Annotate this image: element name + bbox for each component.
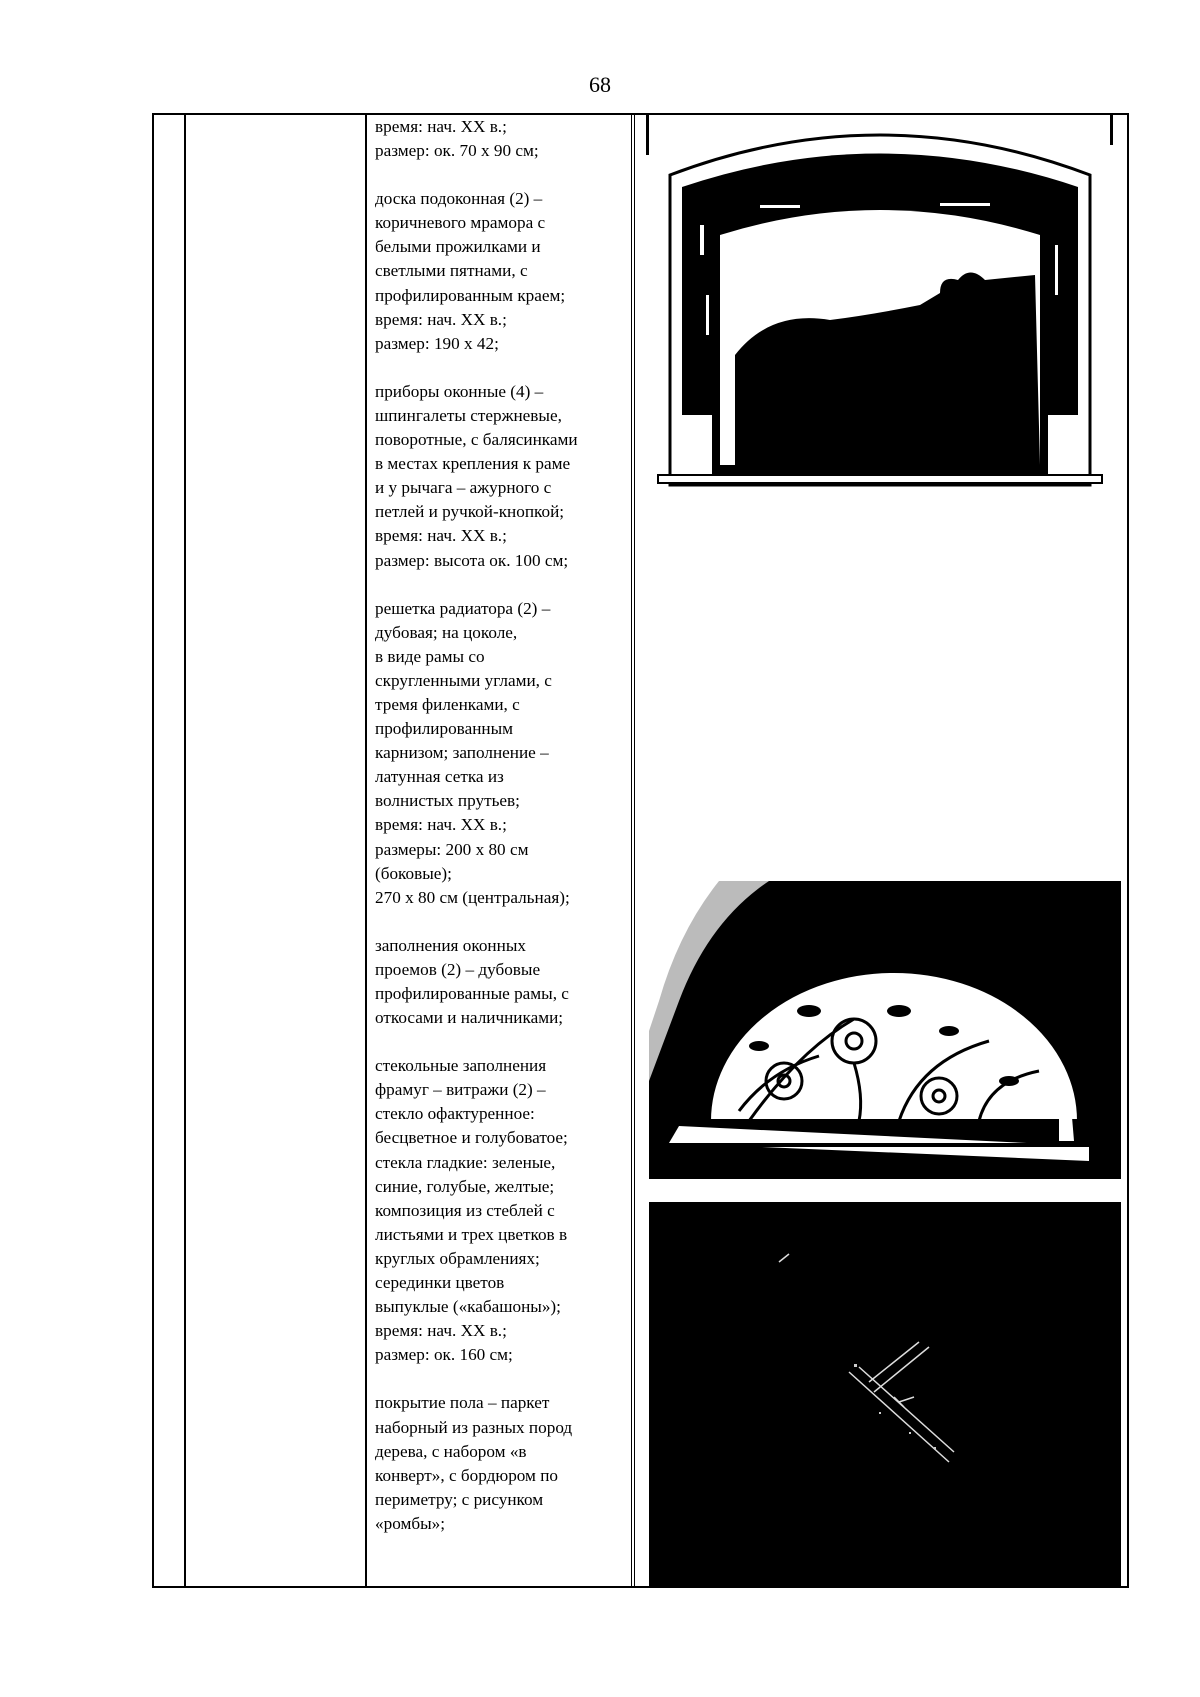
entry-line: поворотные, с балясинками — [375, 430, 578, 450]
description-column — [375, 115, 620, 1560]
entry-line: круглых обрамлениях; — [375, 1248, 540, 1268]
entry-line: время: нач. XX в.; — [375, 309, 507, 329]
entry-line: карнизом; заполнение – — [375, 743, 549, 763]
entry-line: композиция из стеблей с — [375, 1200, 555, 1220]
entry-line: в местах крепления к раме — [375, 454, 571, 474]
entry-line: выпуклые («кабашоны»); — [375, 1297, 561, 1317]
entry-line: конверт», с бордюром по — [375, 1465, 559, 1485]
entry-stained-glass — [375, 1054, 620, 1367]
entry-line: периметру; с рисунком — [375, 1489, 544, 1509]
entry-radiator-grille — [375, 597, 620, 910]
entry-line: коричневого мрамора с — [375, 213, 546, 233]
entry-line: серединки цветов — [375, 1273, 505, 1293]
entry-line: время: нач. XX в.; — [375, 117, 507, 136]
entry-line: размер: ок. 160 см; — [375, 1345, 513, 1365]
entry-line: светлыми пятнами, с — [375, 261, 528, 281]
entry-window-fittings — [375, 380, 620, 573]
column-divider-1 — [184, 115, 186, 1586]
entry-line: время: нач. XX в.; — [375, 815, 507, 835]
entry-line: дубовая; на цоколе, — [375, 622, 518, 642]
entry-line: волнистых прутьев; — [375, 791, 520, 811]
entry-line: в виде рамы со — [375, 646, 485, 666]
window-niche-photo — [640, 115, 1120, 500]
entry-line: время: нач. XX в.; — [375, 526, 507, 546]
entry-line: доска подоконная (2) – — [375, 189, 543, 209]
entry-line: профилированным — [375, 719, 514, 739]
entry-line: (боковые); — [375, 863, 452, 883]
entry-line: время: нач. XX в.; — [375, 1321, 507, 1341]
parquet-floor-photo — [649, 1202, 1121, 1586]
entry-window-frames — [375, 934, 620, 1030]
entry-window-sill — [375, 187, 620, 356]
entry-line: дерева, с набором «в — [375, 1441, 527, 1461]
entry-line: и у рычага – ажурного с — [375, 478, 552, 498]
entry-line: покрытие пола – паркет — [375, 1393, 550, 1413]
entry-line: петлей и ручкой-кнопкой; — [375, 502, 565, 522]
entry-line: стекольные заполнения — [375, 1056, 547, 1076]
entry-line: латунная сетка из — [375, 767, 504, 787]
entry-line: фрамуг – витражи (2) – — [375, 1080, 546, 1100]
entry-line: проемов (2) – дубовые — [375, 959, 541, 979]
entry-line: решетка радиатора (2) – — [375, 598, 551, 618]
entry-line: профилированным краем; — [375, 285, 566, 305]
entry-line: бесцветное и голубоватое; — [375, 1128, 568, 1148]
entry-line: 270 х 80 см (центральная); — [375, 887, 570, 907]
entry-line: белыми прожилками и — [375, 237, 541, 257]
entry-line: профилированные рамы, с — [375, 984, 569, 1003]
entry-parquet-floor — [375, 1391, 620, 1536]
page-number: 68 — [589, 72, 611, 97]
entry-line: размер: 190 х 42; — [375, 333, 499, 353]
object-table — [152, 113, 1129, 1588]
entry-line: тремя филенками, с — [375, 694, 520, 714]
entry-line: заполнения оконных — [375, 935, 526, 955]
entry-line: шпингалеты стержневые, — [375, 405, 562, 425]
entry-line: откосами и наличниками; — [375, 1008, 564, 1028]
entry-line: размер: высота ок. 100 см; — [375, 550, 569, 570]
column-divider-3 — [631, 115, 635, 1586]
entry-line: размер: ок. 70 х 90 см; — [375, 141, 539, 161]
entry-line: размеры: 200 х 80 см — [375, 839, 529, 859]
column-divider-2 — [365, 115, 367, 1586]
entry-line: «ромбы»; — [375, 1513, 445, 1533]
entry-line: приборы оконные (4) – — [375, 381, 544, 401]
entry-line: стекло офактуренное: — [375, 1104, 535, 1124]
entry-window-dimensions — [375, 115, 620, 163]
entry-line: листьями и трех цветков в — [375, 1224, 568, 1244]
entry-line: наборный из разных пород — [375, 1417, 573, 1437]
entry-line: стекла гладкие: зеленые, — [375, 1152, 556, 1172]
entry-line: синие, голубые, желтые; — [375, 1176, 555, 1196]
entry-line: скругленными углами, с — [375, 670, 552, 690]
stained-glass-photo — [649, 881, 1121, 1179]
